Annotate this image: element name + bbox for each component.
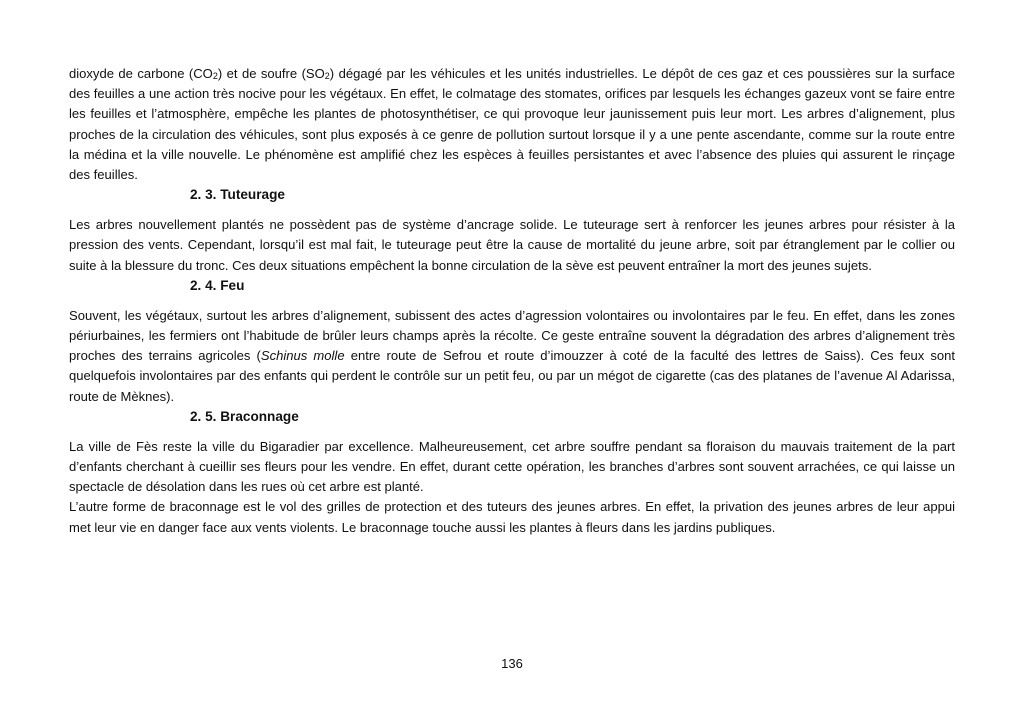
heading-tuteurage: 2. 3. Tuteurage	[190, 187, 285, 203]
heading-braconnage: 2. 5. Braconnage	[190, 408, 299, 424]
paragraph-braconnage-1: La ville de Fès reste la ville du Bigaradier par excellence. Malheureusement, cet arbre souffre pendant sa floraison du mauvais traitement de la part d’enfants cherchant à cueillir ses fleurs pour les vendre. En effet, durant cette opération, les branches d’arbres sont souvent arrachées, ce qui laisse un spectacle de désolation dans les rues où cet arbre est planté.	[69, 438, 955, 495]
subscript: 2	[212, 71, 218, 81]
subscript: 2	[324, 71, 330, 81]
paragraph-tuteurage: Les arbres nouvellement plantés ne possèdent pas de système d’ancrage solide. Le tuteurage sert à renforcer les jeunes arbres pour résister à la pression des vents. Cependant, lorsqu’il est mal fait, le tuteurage peut être la cause de mortalité du jeune arbre, soit par étranglement par le collier ou suite à la blessure du tronc. Ces deux situations empêchent la bonne circulation de la sève est peuvent entraîner la mort des jeunes sujets.	[69, 217, 955, 273]
text-run: ) dégagé par les véhicules et les unités industrielles. Le dépôt de ces gaz et ces poussières sur la surface des feuilles a une action très nocive pour les végétaux. En effet, le colmatage des stomates, orifices par lesquels les échanges gazeux vont se faire entre les feuilles et l’atmosphère, empêche les plantes de photosynthétiser, ce qui provoque leur jaunissement puis leur mort. Les arbres d’alignement, plus proches de la circulation des véhicules, sont plus exposés à ce genre de pollution surtout lorsque il y a une pente ascendante, comme sur la route entre la médina et la ville nouvelle. Le phénomène est amplifié chez les espèces à feuilles persistantes et avec l’absence des pluies qui assurent le rinçage des feuilles.	[69, 66, 955, 183]
text-run: dioxyde de carbone (CO	[69, 66, 213, 81]
text-run: entre route de Sefrou et route d’imouzzer à coté de la faculté des lettres de Saiss). Ces feux sont quelquefois involontaires par des enfants qui perdent le contrôle sur un petit feu, ou par un mégot de cigarette (cas des platanes de l’avenue Al Adarissa, route de Mèknes).	[69, 348, 956, 404]
heading-feu: 2. 4. Feu	[190, 277, 245, 293]
paragraph-braconnage-2: L’autre forme de braconnage est le vol des grilles de protection et des tuteurs des jeunes arbres. En effet, la privation des jeunes arbres de leur appui met leur vie en danger face aux vents violents. Le braconnage touche aussi les plantes à fleurs dans les jardins publiques.	[69, 499, 955, 535]
paragraph-feu	[69, 306, 955, 407]
text-run: ) et de soufre (SO	[217, 66, 325, 81]
page-number: 136	[501, 656, 523, 671]
text-run: Souvent, les végétaux, surtout les arbres d’alignement, subissent des actes d’agression volontaires ou involontaires par le feu. En effet, dans les zones périurbaines, les fermiers ont l’habitude de brûler leurs champs après la récolte. Ce geste entraîne souvent la dégradation des arbres d’alignement très proches des terrains agricoles (	[69, 307, 955, 364]
species-name: Schinus molle	[260, 348, 345, 364]
paragraph-pollution	[69, 64, 955, 185]
page-content	[69, 64, 955, 538]
